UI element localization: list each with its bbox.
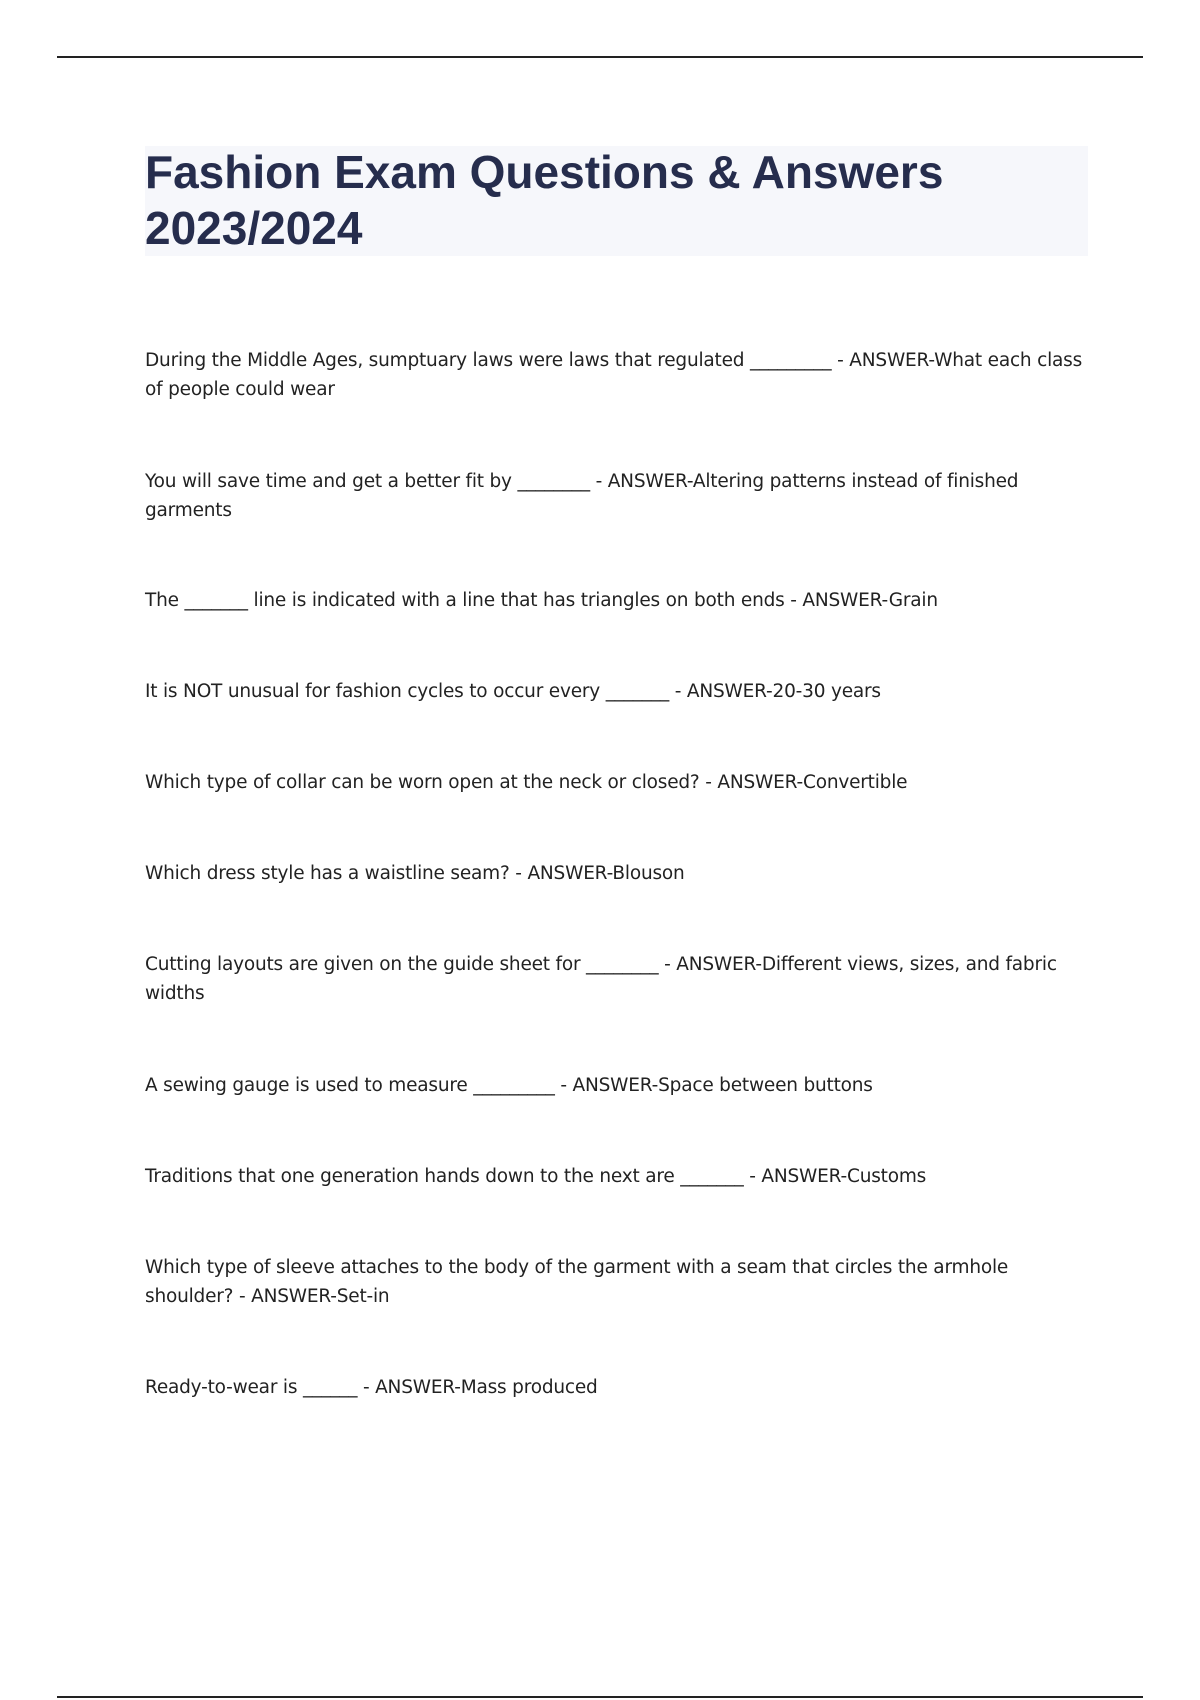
qa-item: A sewing gauge is used to measure _________ - ANSWER-Space between buttons [145, 1075, 873, 1096]
qa-item: Traditions that one generation hands down to the next are _______ - ANSWER-Customs [145, 1166, 927, 1187]
qa-item: Which type of collar can be worn open at the neck or closed? - ANSWER-Convertible [145, 772, 908, 793]
qa-item: Ready-to-wear is ______ - ANSWER-Mass produced [145, 1377, 598, 1398]
qa-item: You will save time and get a better fit by ________ - ANSWER-Altering patterns instead of finished garments [145, 471, 1019, 521]
document-title: Fashion Exam Questions & Answers 2023/2024 [145, 146, 944, 254]
bottom-rule [57, 1696, 1143, 1698]
top-rule [57, 56, 1143, 58]
qa-item: Which type of sleeve attaches to the body of the garment with a seam that circles the armhole shoulder? - ANSWER-Set-in [145, 1257, 1009, 1307]
qa-item: The _______ line is indicated with a line that has triangles on both ends - ANSWER-Grain [145, 590, 938, 611]
qa-item: Which dress style has a waistline seam? - ANSWER-Blouson [145, 863, 685, 884]
qa-item: Cutting layouts are given on the guide sheet for ________ - ANSWER-Different views, sizes, and fabric widths [145, 954, 1057, 1004]
qa-item: It is NOT unusual for fashion cycles to occur every _______ - ANSWER-20-30 years [145, 681, 881, 702]
qa-item: During the Middle Ages, sumptuary laws were laws that regulated _________ - ANSWER-What each class of people could wear [145, 350, 1083, 400]
